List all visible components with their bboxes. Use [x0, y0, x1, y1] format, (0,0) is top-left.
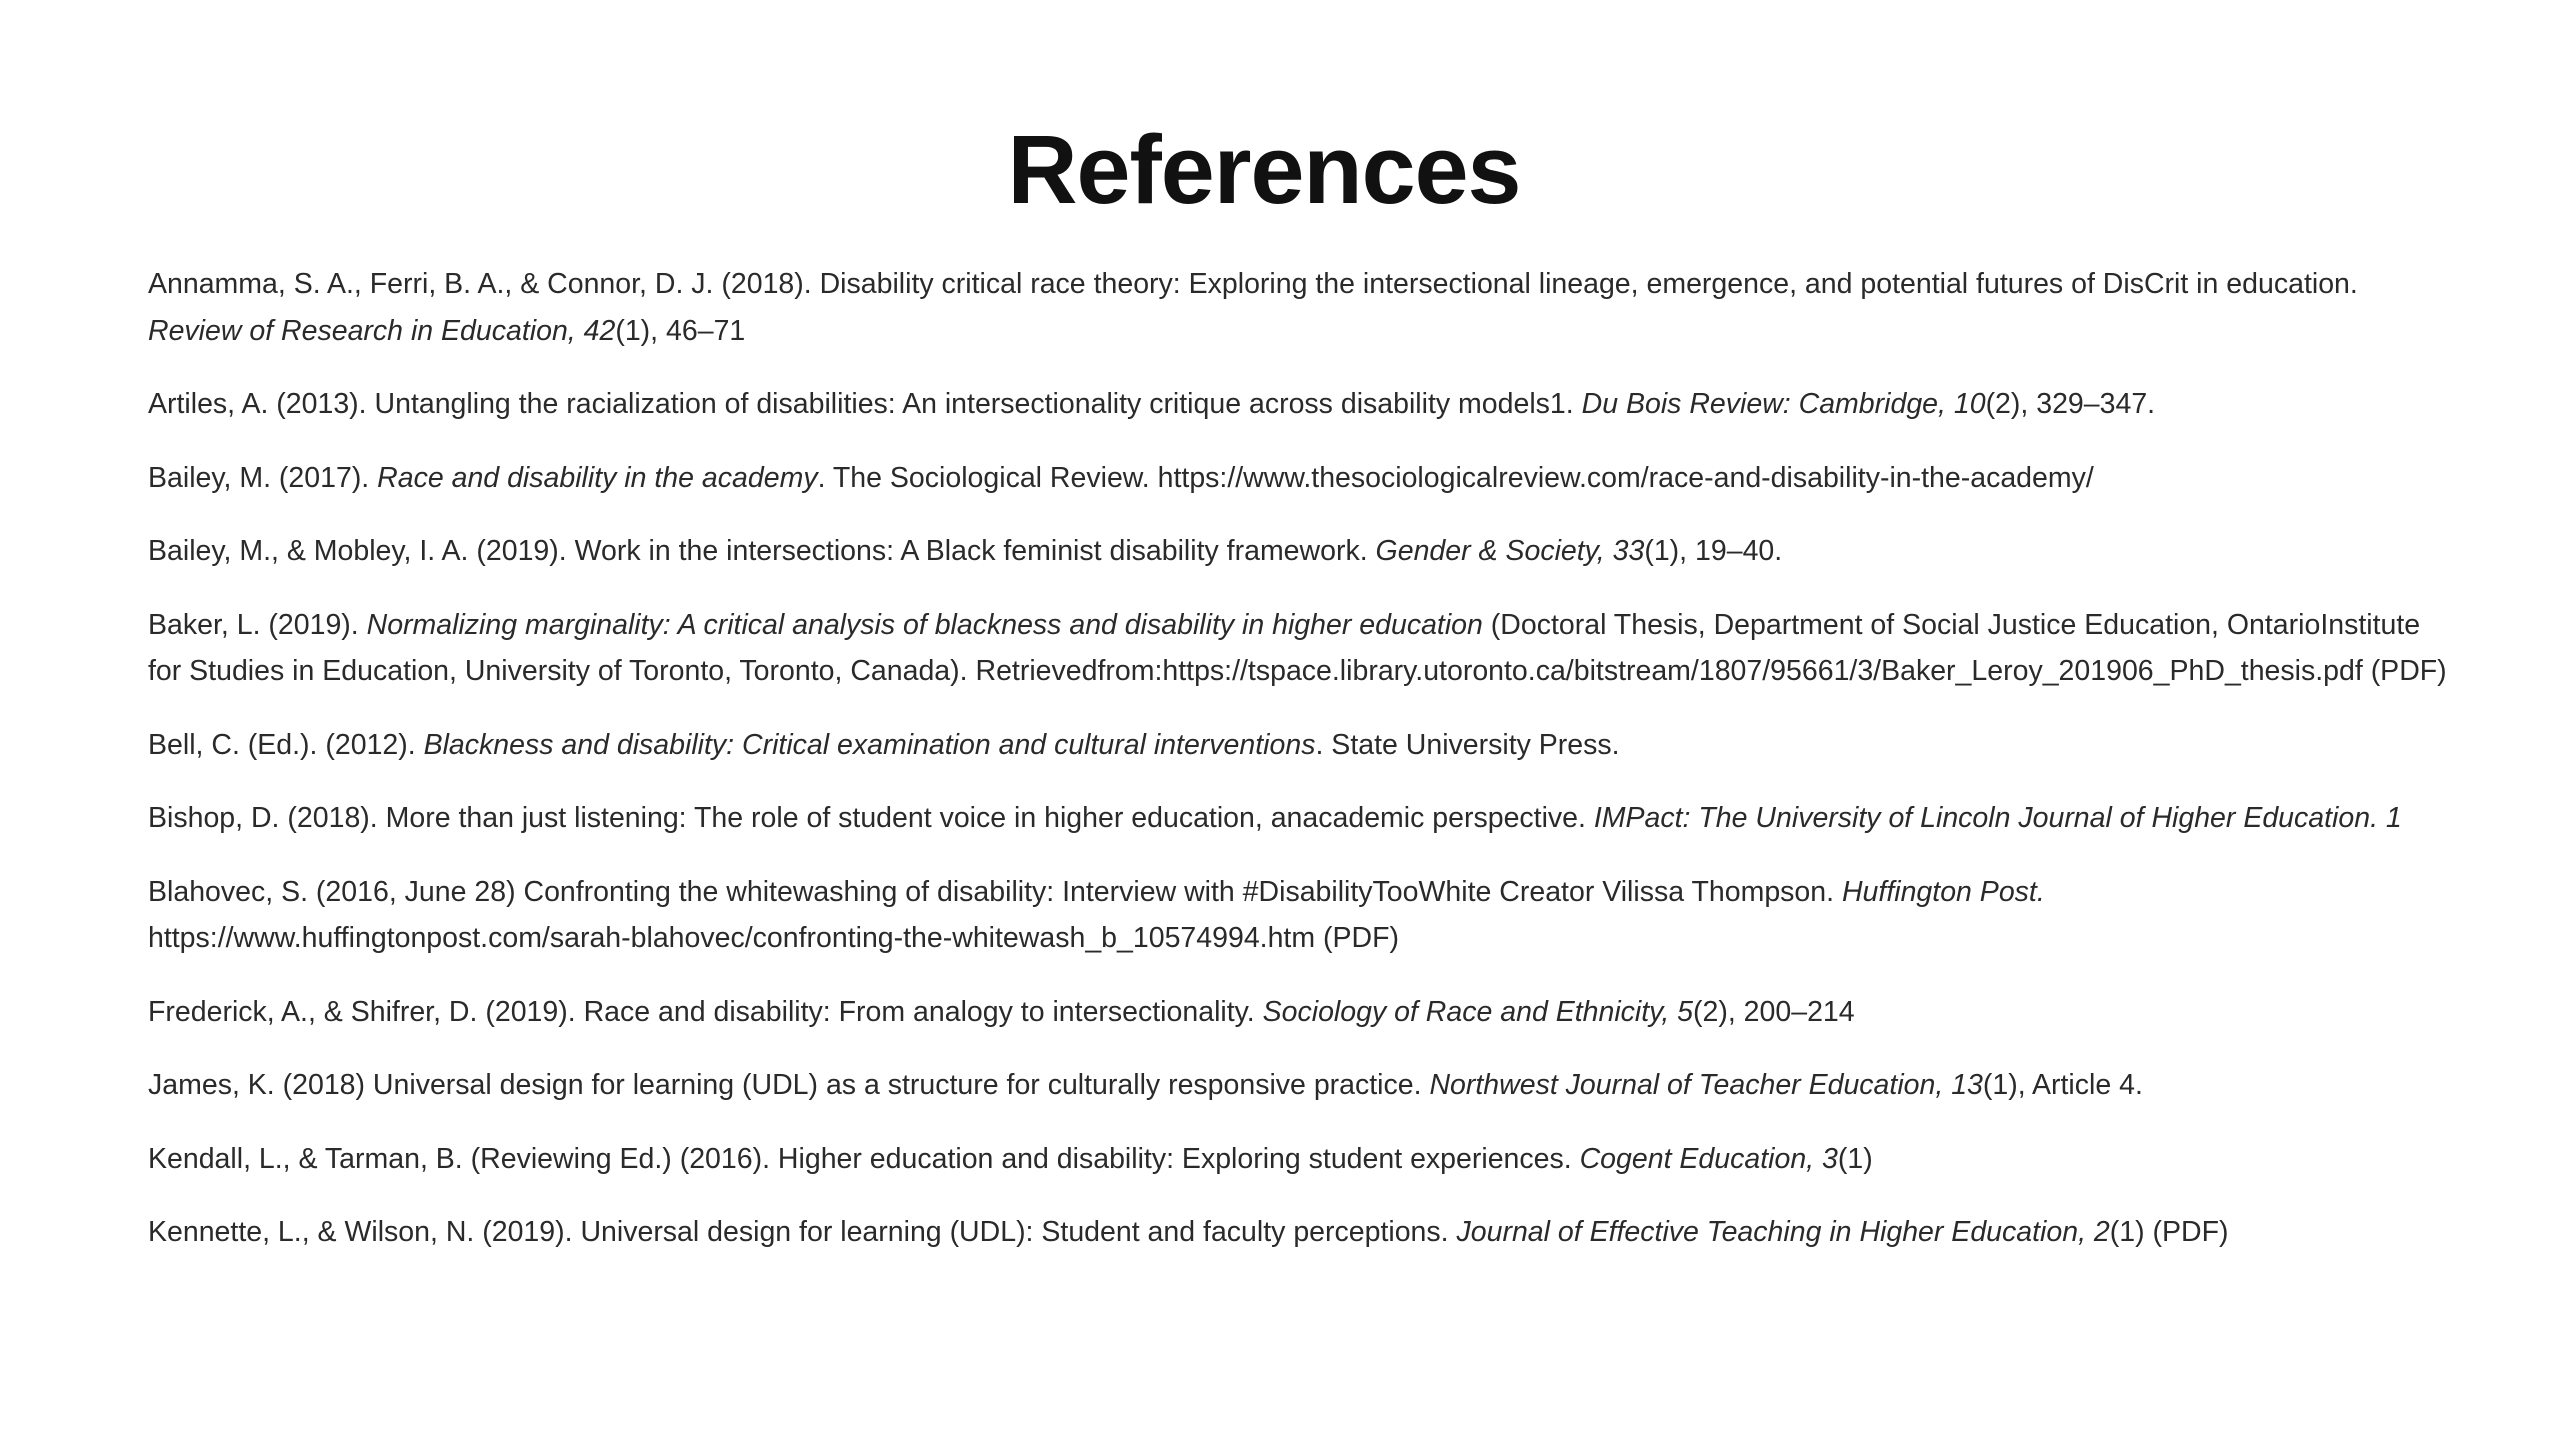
reference-source: IMPact: The University of Lincoln Journal of Higher Education. 1	[1593, 802, 2402, 834]
reference-item	[148, 381, 2448, 428]
reference-text: Bailey, M. (2017).	[148, 461, 378, 494]
reference-source: Du Bois Review: Cambridge, 10	[1581, 388, 1986, 420]
reference-details: . State University Press.	[1315, 728, 1620, 761]
reference-source: Review of Research in Education, 42	[148, 314, 616, 347]
reference-text: Bell, C. (Ed.). (2012).	[148, 728, 424, 761]
reference-item	[148, 261, 2448, 354]
page-title: References	[1007, 115, 1521, 224]
reference-text: Bishop, D. (2018). More than just listening: The role of student voice in higher education, anacademic perspective.	[148, 802, 1594, 834]
reference-item	[148, 795, 2448, 842]
reference-source: Huffington Post.	[1841, 875, 2045, 908]
reference-text: Bailey, M., & Mobley, I. A. (2019). Work in the intersections: A Black feminist disability framework.	[148, 535, 1376, 567]
reference-source: Journal of Effective Teaching in Higher Education, 2	[1456, 1216, 2110, 1248]
reference-text: Artiles, A. (2013). Untangling the racialization of disabilities: An intersectionality critique across disability models1.	[148, 388, 1582, 420]
reference-item	[148, 455, 2448, 502]
reference-details: . The Sociological Review. https://www.thesociologicalreview.com/race-and-disability-in-the-academy/	[817, 461, 2094, 494]
reference-details: (1)	[1837, 1142, 1873, 1175]
reference-source: Northwest Journal of Teacher Education, 13	[1429, 1069, 1983, 1101]
reference-details: (1), Article 4.	[1982, 1069, 2143, 1101]
reference-item	[148, 1136, 2448, 1183]
reference-text: Baker, L. (2019).	[148, 608, 367, 641]
reference-source: Race and disability in the academy	[377, 461, 818, 494]
reference-details: (2), 329–347.	[1985, 388, 2156, 420]
reference-details: (Doctoral Thesis, Department of Social Justice Education, OntarioInstitute for Studies in Education, University of Toronto, Toronto, Canada). Retrievedfrom:https://tspace.library.utoronto.ca/bitstream/1807/95661/3/Baker_Leroy_201906_PhD_thesis.pdf (PDF)	[148, 608, 2447, 687]
reference-text: Frederick, A., & Shifrer, D. (2019). Race and disability: From analogy to intersectionality.	[148, 995, 1263, 1028]
reference-item	[148, 1062, 2448, 1109]
reference-text: Kennette, L., & Wilson, N. (2019). Universal design for learning (UDL): Student and faculty perceptions.	[148, 1216, 1457, 1248]
reference-item	[148, 528, 2448, 575]
reference-item	[148, 869, 2448, 962]
reference-source: Sociology of Race and Ethnicity, 5	[1262, 995, 1694, 1028]
reference-details: (1) (PDF)	[2109, 1216, 2229, 1248]
reference-details: (1), 46–71	[615, 314, 746, 347]
reference-details: (2), 200–214	[1693, 995, 1855, 1028]
reference-details: (1), 19–40.	[1644, 535, 1783, 567]
reference-text: James, K. (2018) Universal design for learning (UDL) as a structure for culturally responsive practice.	[148, 1069, 1430, 1101]
reference-item	[148, 1209, 2448, 1256]
reference-item	[148, 989, 2448, 1036]
reference-text: Annamma, S. A., Ferri, B. A., & Connor, D. J. (2018). Disability critical race theory: Exploring the intersectional lineage, emergence, and potential futures of DisCrit in education.	[148, 268, 2358, 300]
reference-source: Gender & Society, 33	[1375, 535, 1645, 567]
reference-list	[148, 261, 2448, 1283]
reference-source: Blackness and disability: Critical examination and cultural interventions	[423, 728, 1316, 761]
reference-source: Normalizing marginality: A critical analysis of blackness and disability in higher education	[366, 608, 1483, 641]
reference-text: Kendall, L., & Tarman, B. (Reviewing Ed.) (2016). Higher education and disability: Exploring student experiences.	[148, 1142, 1580, 1175]
reference-item	[148, 722, 2448, 769]
reference-text: Blahovec, S. (2016, June 28) Confronting the whitewashing of disability: Interview with #DisabilityTooWhite Creator Vilissa Thompson.	[148, 875, 1842, 908]
reference-source: Cogent Education, 3	[1579, 1142, 1838, 1175]
reference-details: https://www.huffingtonpost.com/sarah-blahovec/confronting-the-whitewash_b_10574994.htm (PDF)	[148, 922, 1399, 954]
reference-item	[148, 602, 2448, 695]
